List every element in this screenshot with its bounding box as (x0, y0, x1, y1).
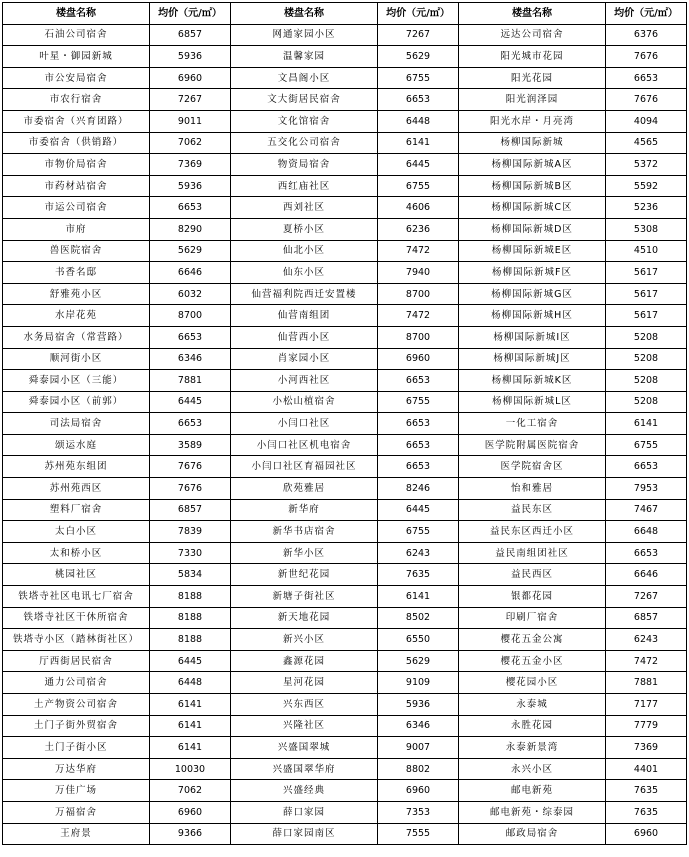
property-name-cell: 仙北小区 (231, 240, 378, 262)
property-name-cell: 永胜花园 (459, 715, 606, 737)
property-name-cell: 厅西街居民宿舍 (3, 650, 150, 672)
property-name-cell: 杨柳国际新城E区 (459, 240, 606, 262)
average-price-cell: 7472 (378, 240, 459, 262)
property-name-cell: 新天地花园 (231, 607, 378, 629)
property-name-cell: 一化工宿舍 (459, 413, 606, 435)
average-price-cell: 7635 (378, 564, 459, 586)
average-price-cell: 7953 (606, 478, 687, 500)
property-name-cell: 市委宿舍（兴育团路） (3, 110, 150, 132)
average-price-cell: 8700 (378, 326, 459, 348)
property-name-cell: 颂运水庭 (3, 434, 150, 456)
table-row (3, 175, 687, 197)
property-name-cell: 司法局宿舍 (3, 413, 150, 435)
average-price-cell: 6653 (150, 326, 231, 348)
average-price-cell: 5592 (606, 175, 687, 197)
table-row (3, 46, 687, 68)
average-price-cell: 6141 (150, 694, 231, 716)
property-name-cell: 杨柳国际新城L区 (459, 391, 606, 413)
property-name-cell: 文化馆宿舍 (231, 110, 378, 132)
average-price-cell: 4094 (606, 110, 687, 132)
table-row (3, 801, 687, 823)
property-name-cell: 仙营南组团 (231, 305, 378, 327)
property-name-cell: 樱花五金小区 (459, 650, 606, 672)
property-name-cell: 土产物资公司宿舍 (3, 694, 150, 716)
property-name-cell: 舜泰园小区（三能） (3, 370, 150, 392)
table-row (3, 110, 687, 132)
property-name-cell: 兴东西区 (231, 694, 378, 716)
table-row (3, 672, 687, 694)
property-name-cell: 杨柳国际新城G区 (459, 283, 606, 305)
average-price-cell: 6141 (378, 586, 459, 608)
header-price-2: 均价（元/㎡） (378, 3, 459, 25)
average-price-cell: 6376 (606, 24, 687, 46)
table-row (3, 413, 687, 435)
property-name-cell: 石油公司宿舍 (3, 24, 150, 46)
table-row (3, 67, 687, 89)
average-price-cell: 7676 (150, 478, 231, 500)
property-name-cell: 杨柳国际新城J区 (459, 348, 606, 370)
property-name-cell: 杨柳国际新城D区 (459, 218, 606, 240)
property-name-cell: 土门子街小区 (3, 737, 150, 759)
average-price-cell: 9109 (378, 672, 459, 694)
average-price-cell: 6960 (606, 823, 687, 845)
table-row (3, 780, 687, 802)
average-price-cell: 7676 (606, 89, 687, 111)
property-name-cell: 物资局宿舍 (231, 154, 378, 176)
property-name-cell: 阳光城市花园 (459, 46, 606, 68)
property-name-cell: 市委宿舍（供销路） (3, 132, 150, 154)
header-price-1: 均价（元/㎡） (150, 3, 231, 25)
average-price-cell: 6653 (606, 542, 687, 564)
average-price-cell: 4401 (606, 758, 687, 780)
table-row (3, 305, 687, 327)
property-name-cell: 小河西社区 (231, 370, 378, 392)
property-name-cell: 苏州苑西区 (3, 478, 150, 500)
average-price-cell: 7839 (150, 521, 231, 543)
property-name-cell: 市运公司宿舍 (3, 197, 150, 219)
property-name-cell: 永泰城 (459, 694, 606, 716)
table-row (3, 715, 687, 737)
property-name-cell: 兴盛经典 (231, 780, 378, 802)
average-price-cell: 6141 (606, 413, 687, 435)
property-name-cell: 益民东区 (459, 499, 606, 521)
property-name-cell: 杨柳国际新城 (459, 132, 606, 154)
property-name-cell: 阳光花园 (459, 67, 606, 89)
property-name-cell: 舒雅苑小区 (3, 283, 150, 305)
average-price-cell: 5936 (378, 694, 459, 716)
average-price-cell: 8700 (378, 283, 459, 305)
property-name-cell: 新兴小区 (231, 629, 378, 651)
average-price-cell: 5617 (606, 283, 687, 305)
average-price-cell: 8802 (378, 758, 459, 780)
property-name-cell: 市公安局宿舍 (3, 67, 150, 89)
property-name-cell: 欣苑雅居 (231, 478, 378, 500)
average-price-cell: 7062 (150, 780, 231, 802)
property-name-cell: 仙营福利院西迁安置楼 (231, 283, 378, 305)
property-name-cell: 新世纪花园 (231, 564, 378, 586)
property-name-cell: 杨柳国际新城H区 (459, 305, 606, 327)
property-name-cell: 文昌阁小区 (231, 67, 378, 89)
average-price-cell: 7779 (606, 715, 687, 737)
property-name-cell: 邮电新苑・综泰园 (459, 801, 606, 823)
average-price-cell: 8700 (150, 305, 231, 327)
table-row (3, 607, 687, 629)
average-price-cell: 7472 (378, 305, 459, 327)
header-name-2: 楼盘名称 (231, 3, 378, 25)
housing-price-table (2, 2, 687, 845)
property-name-cell: 小闫口社区育福园社区 (231, 456, 378, 478)
average-price-cell: 4606 (378, 197, 459, 219)
average-price-cell: 6857 (150, 24, 231, 46)
average-price-cell: 5236 (606, 197, 687, 219)
average-price-cell: 4565 (606, 132, 687, 154)
table-row (3, 154, 687, 176)
property-name-cell: 万福宿舍 (3, 801, 150, 823)
average-price-cell: 6141 (378, 132, 459, 154)
property-name-cell: 新华小区 (231, 542, 378, 564)
average-price-cell: 8188 (150, 629, 231, 651)
average-price-cell: 9011 (150, 110, 231, 132)
average-price-cell: 8502 (378, 607, 459, 629)
property-name-cell: 铁塔寺社区电讯七厂宿舍 (3, 586, 150, 608)
average-price-cell: 5617 (606, 262, 687, 284)
property-name-cell: 仙东小区 (231, 262, 378, 284)
property-name-cell: 温馨家园 (231, 46, 378, 68)
property-name-cell: 医学院附属医院宿舍 (459, 434, 606, 456)
average-price-cell: 6141 (150, 715, 231, 737)
property-name-cell: 王府景 (3, 823, 150, 845)
table-row (3, 326, 687, 348)
property-name-cell: 叶星・御园新城 (3, 46, 150, 68)
property-name-cell: 苏州苑东组团 (3, 456, 150, 478)
average-price-cell: 6755 (378, 521, 459, 543)
average-price-cell: 7555 (378, 823, 459, 845)
property-name-cell: 兴盛国翠城 (231, 737, 378, 759)
average-price-cell: 6653 (150, 413, 231, 435)
average-price-cell: 6755 (606, 434, 687, 456)
table-row (3, 521, 687, 543)
average-price-cell: 7881 (606, 672, 687, 694)
average-price-cell: 6960 (378, 780, 459, 802)
average-price-cell: 5834 (150, 564, 231, 586)
average-price-cell: 6653 (378, 456, 459, 478)
property-name-cell: 铁塔寺社区干休所宿舍 (3, 607, 150, 629)
average-price-cell: 7267 (606, 586, 687, 608)
average-price-cell: 6653 (378, 413, 459, 435)
average-price-cell: 6032 (150, 283, 231, 305)
average-price-cell: 8246 (378, 478, 459, 500)
header-row (3, 3, 687, 25)
average-price-cell: 7467 (606, 499, 687, 521)
average-price-cell: 6755 (378, 67, 459, 89)
average-price-cell: 7267 (150, 89, 231, 111)
property-name-cell: 网通家园小区 (231, 24, 378, 46)
average-price-cell: 7676 (606, 46, 687, 68)
property-name-cell: 薛口家园南区 (231, 823, 378, 845)
average-price-cell: 4510 (606, 240, 687, 262)
property-name-cell: 桃园社区 (3, 564, 150, 586)
property-name-cell: 杨柳国际新城C区 (459, 197, 606, 219)
property-name-cell: 万佳广场 (3, 780, 150, 802)
average-price-cell: 6646 (606, 564, 687, 586)
average-price-cell: 6653 (606, 456, 687, 478)
average-price-cell: 5208 (606, 370, 687, 392)
table-row (3, 348, 687, 370)
table-row (3, 283, 687, 305)
property-name-cell: 新华府 (231, 499, 378, 521)
property-name-cell: 文大街居民宿舍 (231, 89, 378, 111)
property-name-cell: 兽医院宿舍 (3, 240, 150, 262)
average-price-cell: 7177 (606, 694, 687, 716)
property-name-cell: 杨柳国际新城F区 (459, 262, 606, 284)
property-name-cell: 医学院宿舍区 (459, 456, 606, 478)
average-price-cell: 6243 (606, 629, 687, 651)
average-price-cell: 7940 (378, 262, 459, 284)
table-row (3, 89, 687, 111)
average-price-cell: 7676 (150, 456, 231, 478)
table-row (3, 24, 687, 46)
average-price-cell: 8188 (150, 607, 231, 629)
average-price-cell: 6445 (378, 499, 459, 521)
property-name-cell: 小松山植宿舍 (231, 391, 378, 413)
property-name-cell: 益民东区西迁小区 (459, 521, 606, 543)
property-name-cell: 鑫源花园 (231, 650, 378, 672)
average-price-cell: 6960 (378, 348, 459, 370)
table-row (3, 650, 687, 672)
table-row (3, 197, 687, 219)
average-price-cell: 6653 (378, 89, 459, 111)
table-row (3, 542, 687, 564)
average-price-cell: 8188 (150, 586, 231, 608)
property-name-cell: 顺河街小区 (3, 348, 150, 370)
property-name-cell: 西红庙社区 (231, 175, 378, 197)
property-name-cell: 薛口家园 (231, 801, 378, 823)
average-price-cell: 6346 (150, 348, 231, 370)
property-name-cell: 远达公司宿舍 (459, 24, 606, 46)
average-price-cell: 6445 (150, 650, 231, 672)
average-price-cell: 6448 (378, 110, 459, 132)
property-name-cell: 阳光润泽园 (459, 89, 606, 111)
table-row (3, 218, 687, 240)
average-price-cell: 6448 (150, 672, 231, 694)
property-name-cell: 太和桥小区 (3, 542, 150, 564)
average-price-cell: 6445 (378, 154, 459, 176)
property-name-cell: 杨柳国际新城B区 (459, 175, 606, 197)
average-price-cell: 5629 (378, 46, 459, 68)
average-price-cell: 7369 (606, 737, 687, 759)
property-name-cell: 肖家园小区 (231, 348, 378, 370)
average-price-cell: 6653 (606, 67, 687, 89)
table-row (3, 262, 687, 284)
average-price-cell: 10030 (150, 758, 231, 780)
table-row (3, 586, 687, 608)
property-name-cell: 银都花园 (459, 586, 606, 608)
average-price-cell: 6445 (150, 391, 231, 413)
table-row (3, 391, 687, 413)
header-name-3: 楼盘名称 (459, 3, 606, 25)
property-name-cell: 书香名邸 (3, 262, 150, 284)
property-name-cell: 市物价局宿舍 (3, 154, 150, 176)
average-price-cell: 5208 (606, 391, 687, 413)
average-price-cell: 6653 (378, 370, 459, 392)
property-name-cell: 怡和雅居 (459, 478, 606, 500)
average-price-cell: 6648 (606, 521, 687, 543)
property-name-cell: 通力公司宿舍 (3, 672, 150, 694)
average-price-cell: 6960 (150, 67, 231, 89)
table-row (3, 240, 687, 262)
table-row (3, 758, 687, 780)
property-name-cell: 万达华府 (3, 758, 150, 780)
average-price-cell: 5372 (606, 154, 687, 176)
property-name-cell: 永兴小区 (459, 758, 606, 780)
property-name-cell: 兴盛国翠华府 (231, 758, 378, 780)
average-price-cell: 5936 (150, 175, 231, 197)
property-name-cell: 樱花五金公寓 (459, 629, 606, 651)
property-name-cell: 市农行宿舍 (3, 89, 150, 111)
property-name-cell: 市药材站宿舍 (3, 175, 150, 197)
property-name-cell: 邮政局宿舍 (459, 823, 606, 845)
property-name-cell: 永泰新景湾 (459, 737, 606, 759)
property-name-cell: 市府 (3, 218, 150, 240)
table-row (3, 564, 687, 586)
average-price-cell: 7881 (150, 370, 231, 392)
property-name-cell: 舜泰园小区（前郭） (3, 391, 150, 413)
property-name-cell: 印刷厂宿舍 (459, 607, 606, 629)
average-price-cell: 7062 (150, 132, 231, 154)
property-name-cell: 水务局宿舍（常营路） (3, 326, 150, 348)
average-price-cell: 7267 (378, 24, 459, 46)
average-price-cell: 5308 (606, 218, 687, 240)
property-name-cell: 阳光水岸・月亮湾 (459, 110, 606, 132)
average-price-cell: 6646 (150, 262, 231, 284)
table-row (3, 694, 687, 716)
average-price-cell: 6857 (606, 607, 687, 629)
property-name-cell: 新华书店宿舍 (231, 521, 378, 543)
average-price-cell: 6755 (378, 391, 459, 413)
average-price-cell: 7330 (150, 542, 231, 564)
property-name-cell: 塑料厂宿舍 (3, 499, 150, 521)
property-name-cell: 星河花园 (231, 672, 378, 694)
table-row (3, 434, 687, 456)
property-name-cell: 新塘子街社区 (231, 586, 378, 608)
average-price-cell: 8290 (150, 218, 231, 240)
average-price-cell: 6653 (150, 197, 231, 219)
table-row (3, 370, 687, 392)
header-name-1: 楼盘名称 (3, 3, 150, 25)
average-price-cell: 7369 (150, 154, 231, 176)
property-name-cell: 小闫口社区 (231, 413, 378, 435)
average-price-cell: 6960 (150, 801, 231, 823)
property-name-cell: 杨柳国际新城K区 (459, 370, 606, 392)
average-price-cell: 5629 (150, 240, 231, 262)
property-name-cell: 樱花园小区 (459, 672, 606, 694)
average-price-cell: 5936 (150, 46, 231, 68)
average-price-cell: 6141 (150, 737, 231, 759)
property-name-cell: 杨柳国际新城A区 (459, 154, 606, 176)
property-name-cell: 西刘社区 (231, 197, 378, 219)
property-name-cell: 五交化公司宿舍 (231, 132, 378, 154)
average-price-cell: 6755 (378, 175, 459, 197)
average-price-cell: 3589 (150, 434, 231, 456)
property-name-cell: 夏桥小区 (231, 218, 378, 240)
average-price-cell: 5208 (606, 326, 687, 348)
average-price-cell: 6243 (378, 542, 459, 564)
property-name-cell: 杨柳国际新城I区 (459, 326, 606, 348)
table-row (3, 132, 687, 154)
property-name-cell: 小闫口社区机电宿舍 (231, 434, 378, 456)
property-name-cell: 兴隆社区 (231, 715, 378, 737)
property-name-cell: 太白小区 (3, 521, 150, 543)
average-price-cell: 7635 (606, 780, 687, 802)
property-name-cell: 仙营西小区 (231, 326, 378, 348)
average-price-cell: 5208 (606, 348, 687, 370)
average-price-cell: 6236 (378, 218, 459, 240)
price-table-container (2, 2, 687, 845)
average-price-cell: 9366 (150, 823, 231, 845)
average-price-cell: 6653 (378, 434, 459, 456)
average-price-cell: 7635 (606, 801, 687, 823)
average-price-cell: 6550 (378, 629, 459, 651)
table-row (3, 629, 687, 651)
table-body (3, 24, 687, 845)
property-name-cell: 铁塔寺小区（踏林街社区） (3, 629, 150, 651)
header-price-3: 均价（元/㎡） (606, 3, 687, 25)
table-row (3, 478, 687, 500)
table-row (3, 499, 687, 521)
average-price-cell: 7353 (378, 801, 459, 823)
average-price-cell: 5617 (606, 305, 687, 327)
property-name-cell: 水岸花苑 (3, 305, 150, 327)
table-row (3, 456, 687, 478)
average-price-cell: 9007 (378, 737, 459, 759)
table-row (3, 823, 687, 845)
property-name-cell: 土门子街外贸宿舍 (3, 715, 150, 737)
property-name-cell: 邮电新苑 (459, 780, 606, 802)
property-name-cell: 益民南组团社区 (459, 542, 606, 564)
average-price-cell: 5629 (378, 650, 459, 672)
average-price-cell: 7472 (606, 650, 687, 672)
table-row (3, 737, 687, 759)
average-price-cell: 6346 (378, 715, 459, 737)
property-name-cell: 益民西区 (459, 564, 606, 586)
average-price-cell: 6857 (150, 499, 231, 521)
